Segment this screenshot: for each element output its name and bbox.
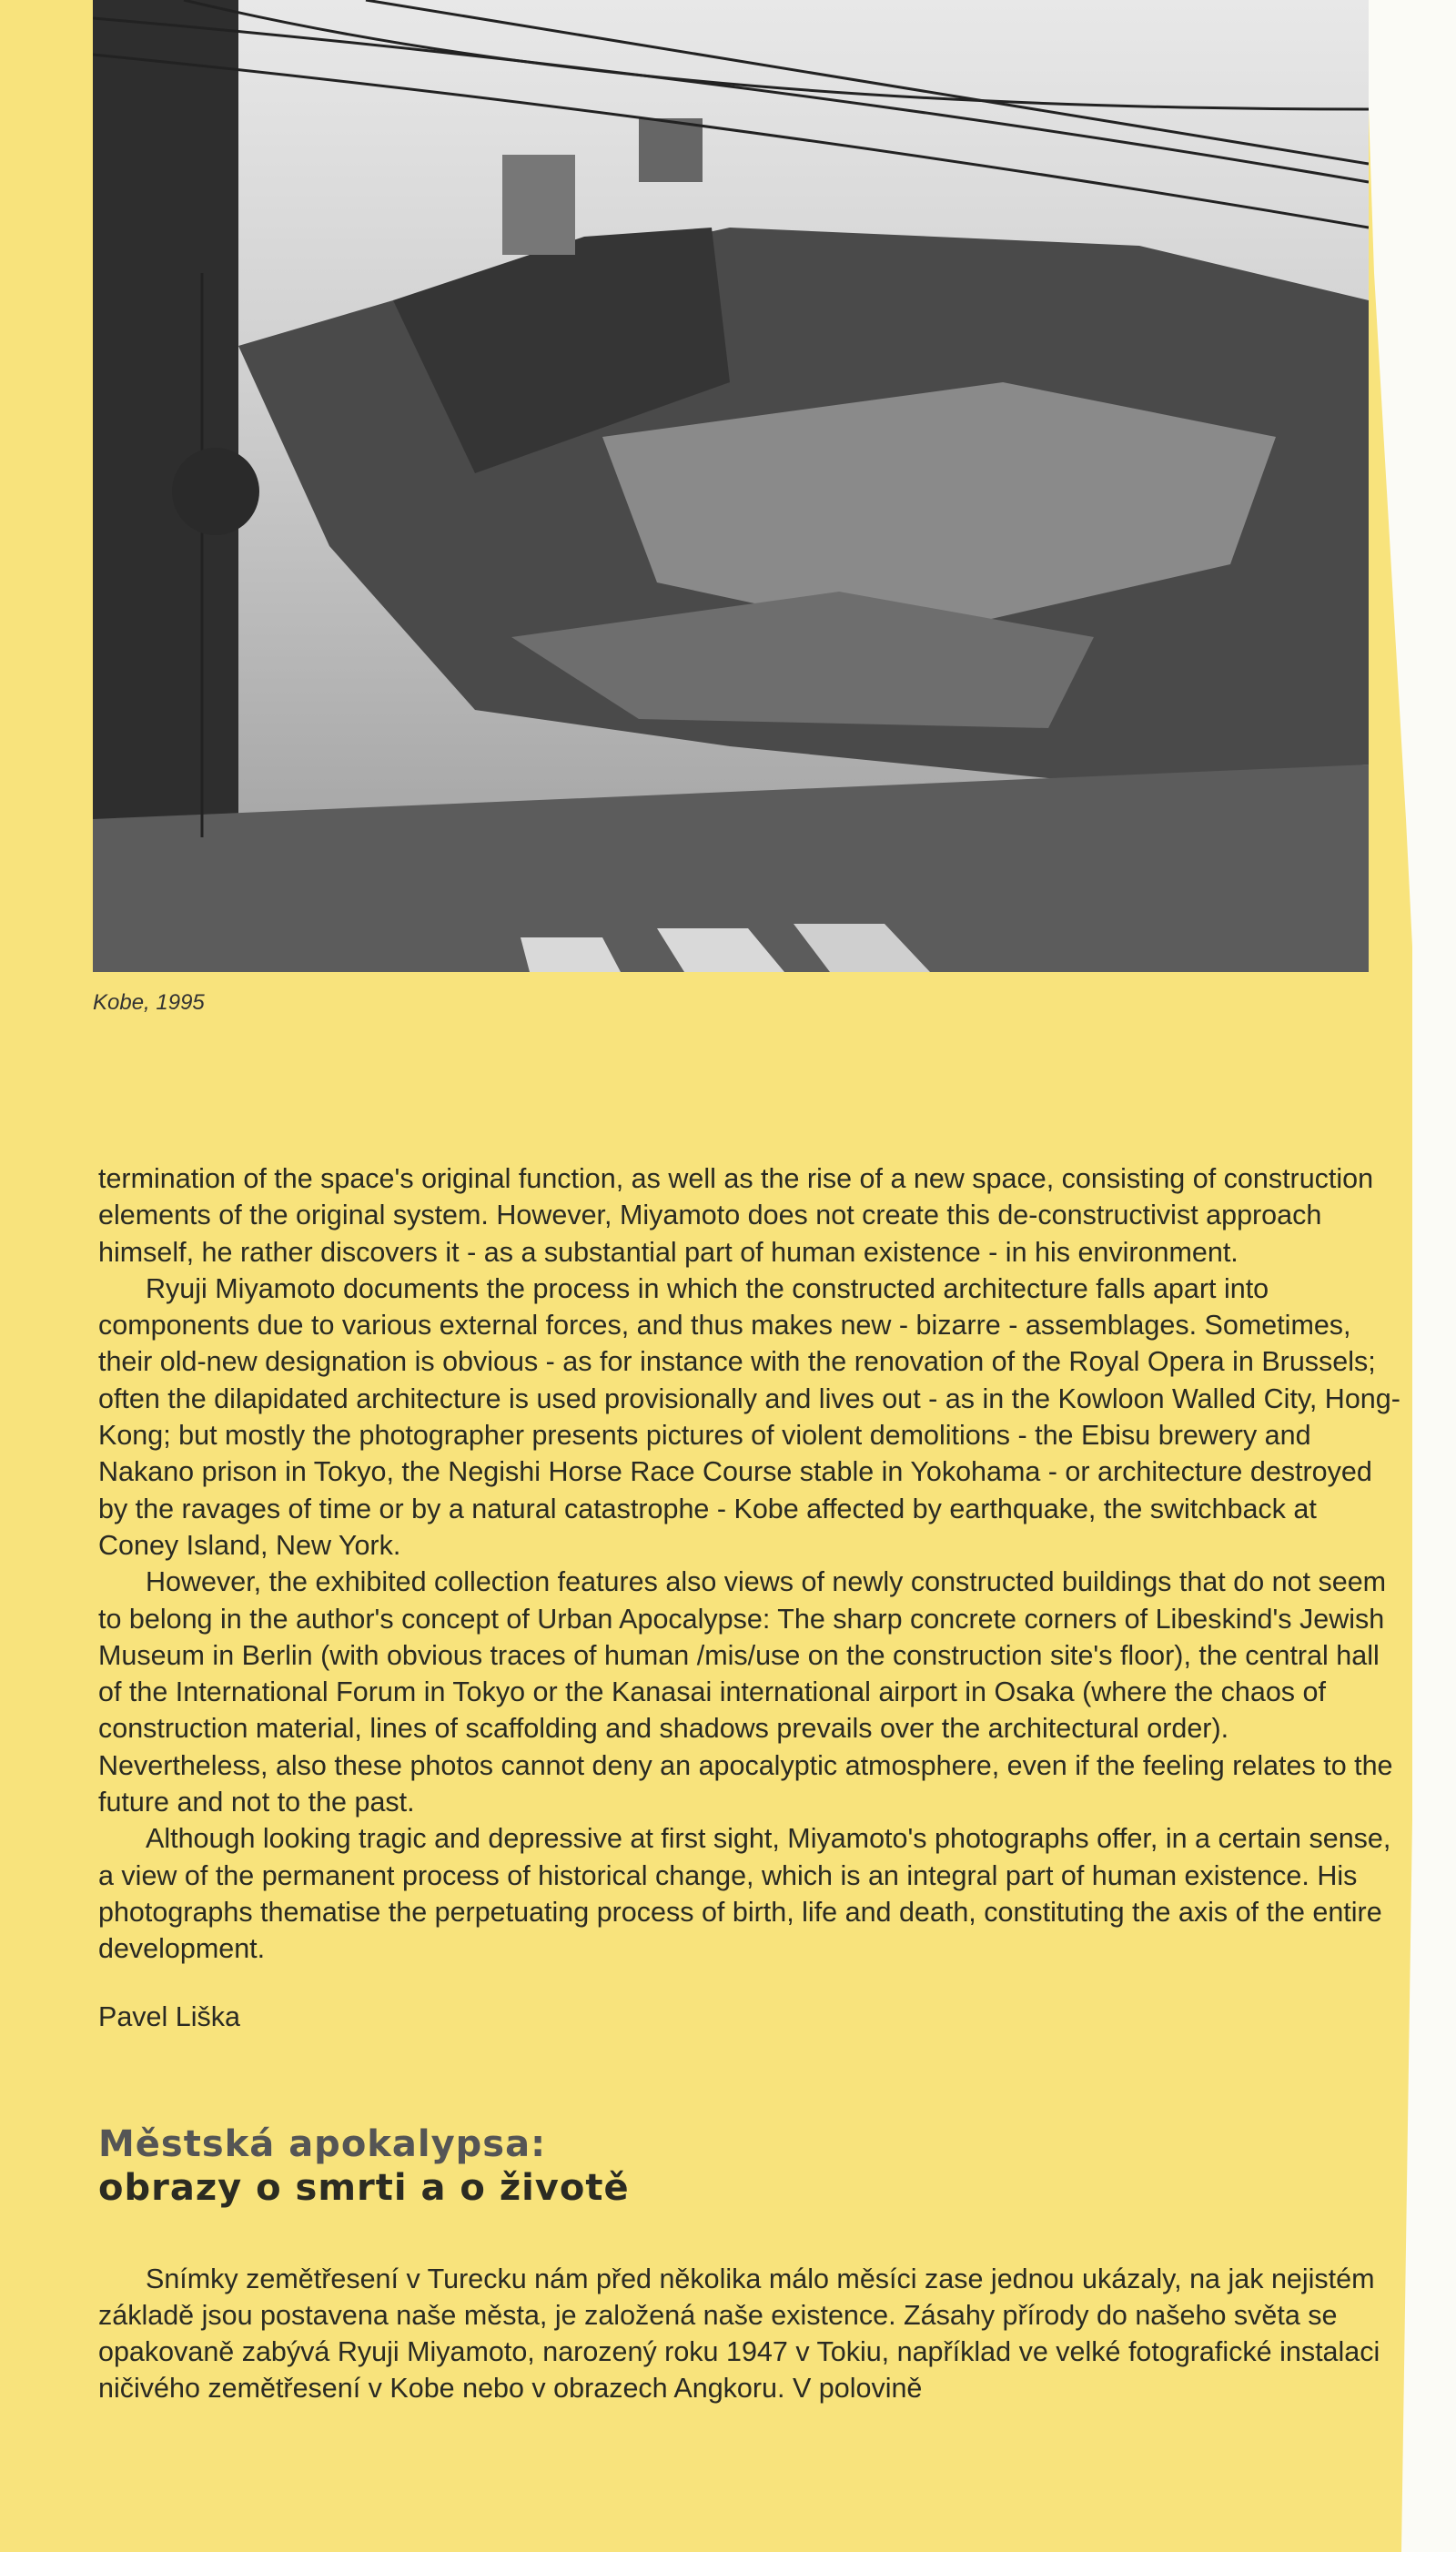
czech-title-line1: Městská apokalypsa: bbox=[98, 2122, 547, 2165]
paragraph: Although looking tragic and depressive at first sight, Miyamoto's photographs offer, in a certain sense, a view of the permanent process of historical change, which is an integral part of human existence. His photographs thematise the perpetuating process of birth, life and death, constituting the axis of the entire development. bbox=[98, 1823, 1391, 1965]
czech-title bbox=[98, 2122, 1401, 2210]
czech-title-line2: obrazy o smrti a o životě bbox=[98, 2166, 630, 2209]
paragraph: termination of the space's original function, as well as the rise of a new space, consisting of construction elements of the original system. However, Miyamoto does not create this de-constructivist approach himself, he rather discovers it - as a substantial part of human existence - in his environment. bbox=[98, 1163, 1374, 1268]
photo-caption: Kobe, 1995 bbox=[93, 990, 205, 1015]
english-article bbox=[98, 1160, 1401, 1968]
author-signature: Pavel Liška bbox=[98, 2000, 240, 2032]
paragraph: Ryuji Miyamoto documents the process in which the constructed architecture falls apart into components due to various external forces, and thus makes new - bizarre - assemblages. Sometimes, their old-new designation is obvious - as for instance with the renovation of the Royal Opera in Brussels; often the dilapidated architecture is used provisionally and lives out - as in the Kowloon Walled City, Hong-Kong; but mostly the photographer presents pictures of violent demolitions - the Ebisu brewery and Nakano prison in Tokyo, the Negishi Horse Race Course stable in Yokohama - or architecture destroyed by the ravages of time or by a natural catastrophe - Kobe affected by earthquake, the switchback at Coney Island, New York. bbox=[98, 1272, 1400, 1561]
paragraph: Snímky zemětřesení v Turecku nám před několika málo měsíci zase jednou ukázaly, na jak nejistém základě jsou postavena naše města, je založená naše existence. Zásahy přírody do našeho světa se opakovaně zabývá Ryuji Miyamoto, narozený roku 1947 v Tokiu, například ve velké fotografické instalaci ničivého zemětřesení v Kobe nebo v obrazech Angkoru. V polovině bbox=[98, 2263, 1380, 2405]
czech-article bbox=[98, 2261, 1401, 2407]
paragraph: However, the exhibited collection features also views of newly constructed buildings that do not seem to belong in the author's concept of Urban Apocalypse: The sharp concrete corners of Libeskind's Jewish Museum in Berlin (with obvious traces of human /mis/use on the construction site's floor), the central hall of the International Forum in Tokyo or the Kanasai international airport in Osaka (where the chaos of construction material, lines of scaffolding and shadows prevails over the architectural order). Nevertheless, also these photos cannot deny an apocalyptic atmosphere, even if the feeling relates to the future and not to the past. bbox=[98, 1566, 1393, 1818]
